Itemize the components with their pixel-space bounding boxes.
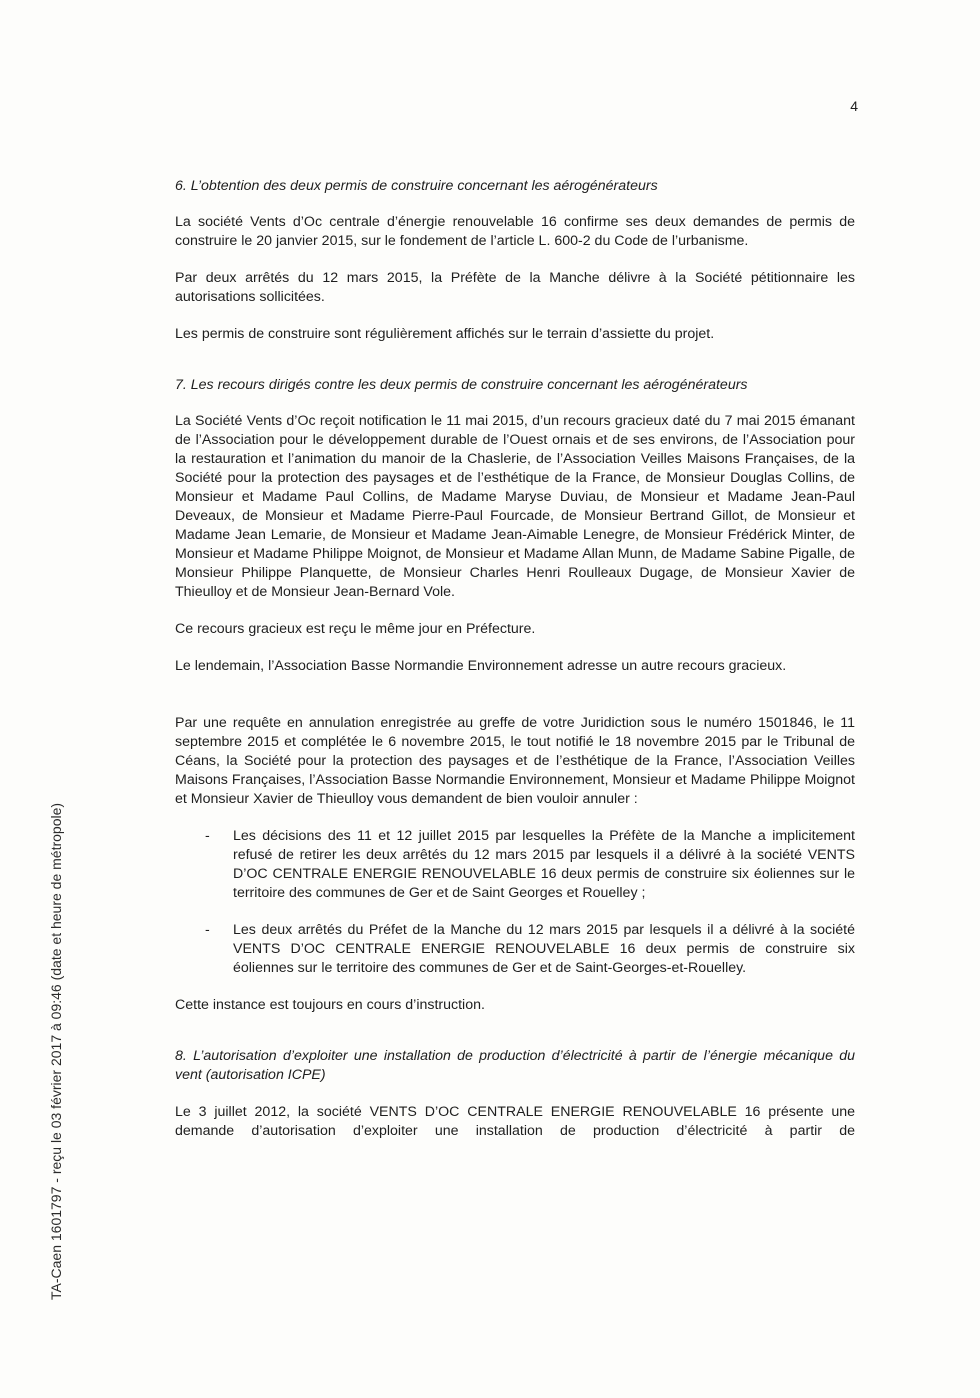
section-spacer: [175, 1033, 855, 1047]
bullet-dash: -: [205, 828, 210, 844]
section-7-paragraph-5: Cette instance est toujours en cours d’instruction.: [175, 997, 485, 1013]
list-item: [175, 827, 855, 903]
list-item: [175, 921, 855, 978]
section-6-paragraph-3: Les permis de construire sont régulièrement affichés sur le terrain d’assiette du projet.: [175, 326, 715, 342]
document-body: [175, 177, 855, 1159]
paragraph-spacer: [175, 694, 855, 714]
section-7-bullet-list: [175, 827, 855, 978]
section-7-paragraph-2: Ce recours gracieux est reçu le même jour en Préfecture.: [175, 621, 536, 637]
registry-stamp: TA-Caen 1601797 - reçu le 03 février 2017 à 09:46 (date et heure de métropole): [48, 802, 64, 1300]
section-7: [175, 376, 855, 1015]
section-8-paragraph-1: Le 3 juillet 2012, la société VENTS D’OC CENTRALE ENERGIE RENOUVELABLE 16 présente une demande d’autorisation d’exploiter une installation de production d’électricité à partir de: [175, 1104, 855, 1139]
page-number: 4: [850, 98, 858, 114]
section-6-paragraph-2: Par deux arrêtés du 12 mars 2015, la Préfète de la Manche délivre à la Société pétitionnaire les autorisations sollicitées.: [175, 270, 855, 305]
list-item-text: Les décisions des 11 et 12 juillet 2015 par lesquelles la Préfète de la Manche a implicitement refusé de retirer les deux arrêtés du 12 mars 2015 par lesquels il a délivré à la société VENTS D’OC CENTRALE ENERGIE RENOUVELABLE 16 deux permis de construire six éoliennes sur le territoire des communes de Ger et de Saint Georges et Rouelley ;: [233, 828, 855, 901]
section-7-paragraph-1: La Société Vents d’Oc reçoit notification le 11 mai 2015, d’un recours gracieux daté du 7 mai 2015 émanant de l’Association pour le développement durable de l’Ouest ornais et de ses environs, de l’Association pour la restauration et l’animation du manoir de la Chaslerie, de l’Association Veilles Maisons Françaises, de la Société pour la protection des paysages et de l’esthétique de la France, de Monsieur Douglas Collins, de Monsieur et Madame Paul Collins, de Madame Maryse Duviau, de Monsieur et Madame Jean-Paul Deveaux, de Monsieur et Madame Pierre-Paul Fourcade, de Monsieur Bertrand Gillot, de Monsieur et Madame Jean Lemarie, de Monsieur et Madame Jean-Aimable Lenegre, de Monsieur Frédérick Minter, de Monsieur et Madame Philippe Moignot, de Monsieur et Madame Allan Munn, de Madame Sabine Pigalle, de Monsieur Philippe Planquette, de Monsieur Charles Henri Roulleaux Dugage, de Monsieur Xavier de Thieulloy et de Monsieur Jean-Bernard Vole.: [175, 413, 855, 600]
section-spacer: [175, 362, 855, 376]
list-item-text: Les deux arrêtés du Préfet de la Manche du 12 mars 2015 par lesquels il a délivré à la société VENTS D’OC CENTRALE ENERGIE RENOUVELABLE 16 deux permis de construire six éoliennes sur le territoire des communes de Ger et de Saint-Georges-et-Rouelley.: [233, 922, 855, 976]
section-8-heading: 8. L’autorisation d’exploiter une installation de production d’électricité à partir de l’énergie mécanique du vent (autorisation ICPE): [175, 1048, 855, 1083]
section-8: [175, 1047, 855, 1141]
section-7-paragraph-4: Par une requête en annulation enregistrée au greffe de votre Juridiction sous le numéro 1501846, le 11 septembre 2015 et complétée le 6 novembre 2015, le tout notifié le 18 novembre 2015 par le Tribunal de Céans, la Société pour la protection des paysages et de l’esthétique de la France, l’Association Veilles Maisons Françaises, l’Association Basse Normandie Environnement, Monsieur et Madame Philippe Moignot et Monsieur Xavier de Thieulloy vous demandent de bien vouloir annuler :: [175, 715, 855, 807]
section-7-heading: 7. Les recours dirigés contre les deux permis de construire concernant les aérogénérateurs: [175, 377, 748, 393]
section-6-paragraph-1: La société Vents d’Oc centrale d’énergie renouvelable 16 confirme ses deux demandes de permis de construire le 20 janvier 2015, sur le fondement de l’article L. 600-2 du Code de l’urbanisme.: [175, 214, 855, 249]
bullet-dash: -: [205, 922, 210, 938]
section-6-heading: 6. L’obtention des deux permis de construire concernant les aérogénérateurs: [175, 178, 658, 194]
section-7-paragraph-3: Le lendemain, l’Association Basse Normandie Environnement adresse un autre recours gracieux.: [175, 658, 787, 674]
section-6: [175, 177, 855, 344]
